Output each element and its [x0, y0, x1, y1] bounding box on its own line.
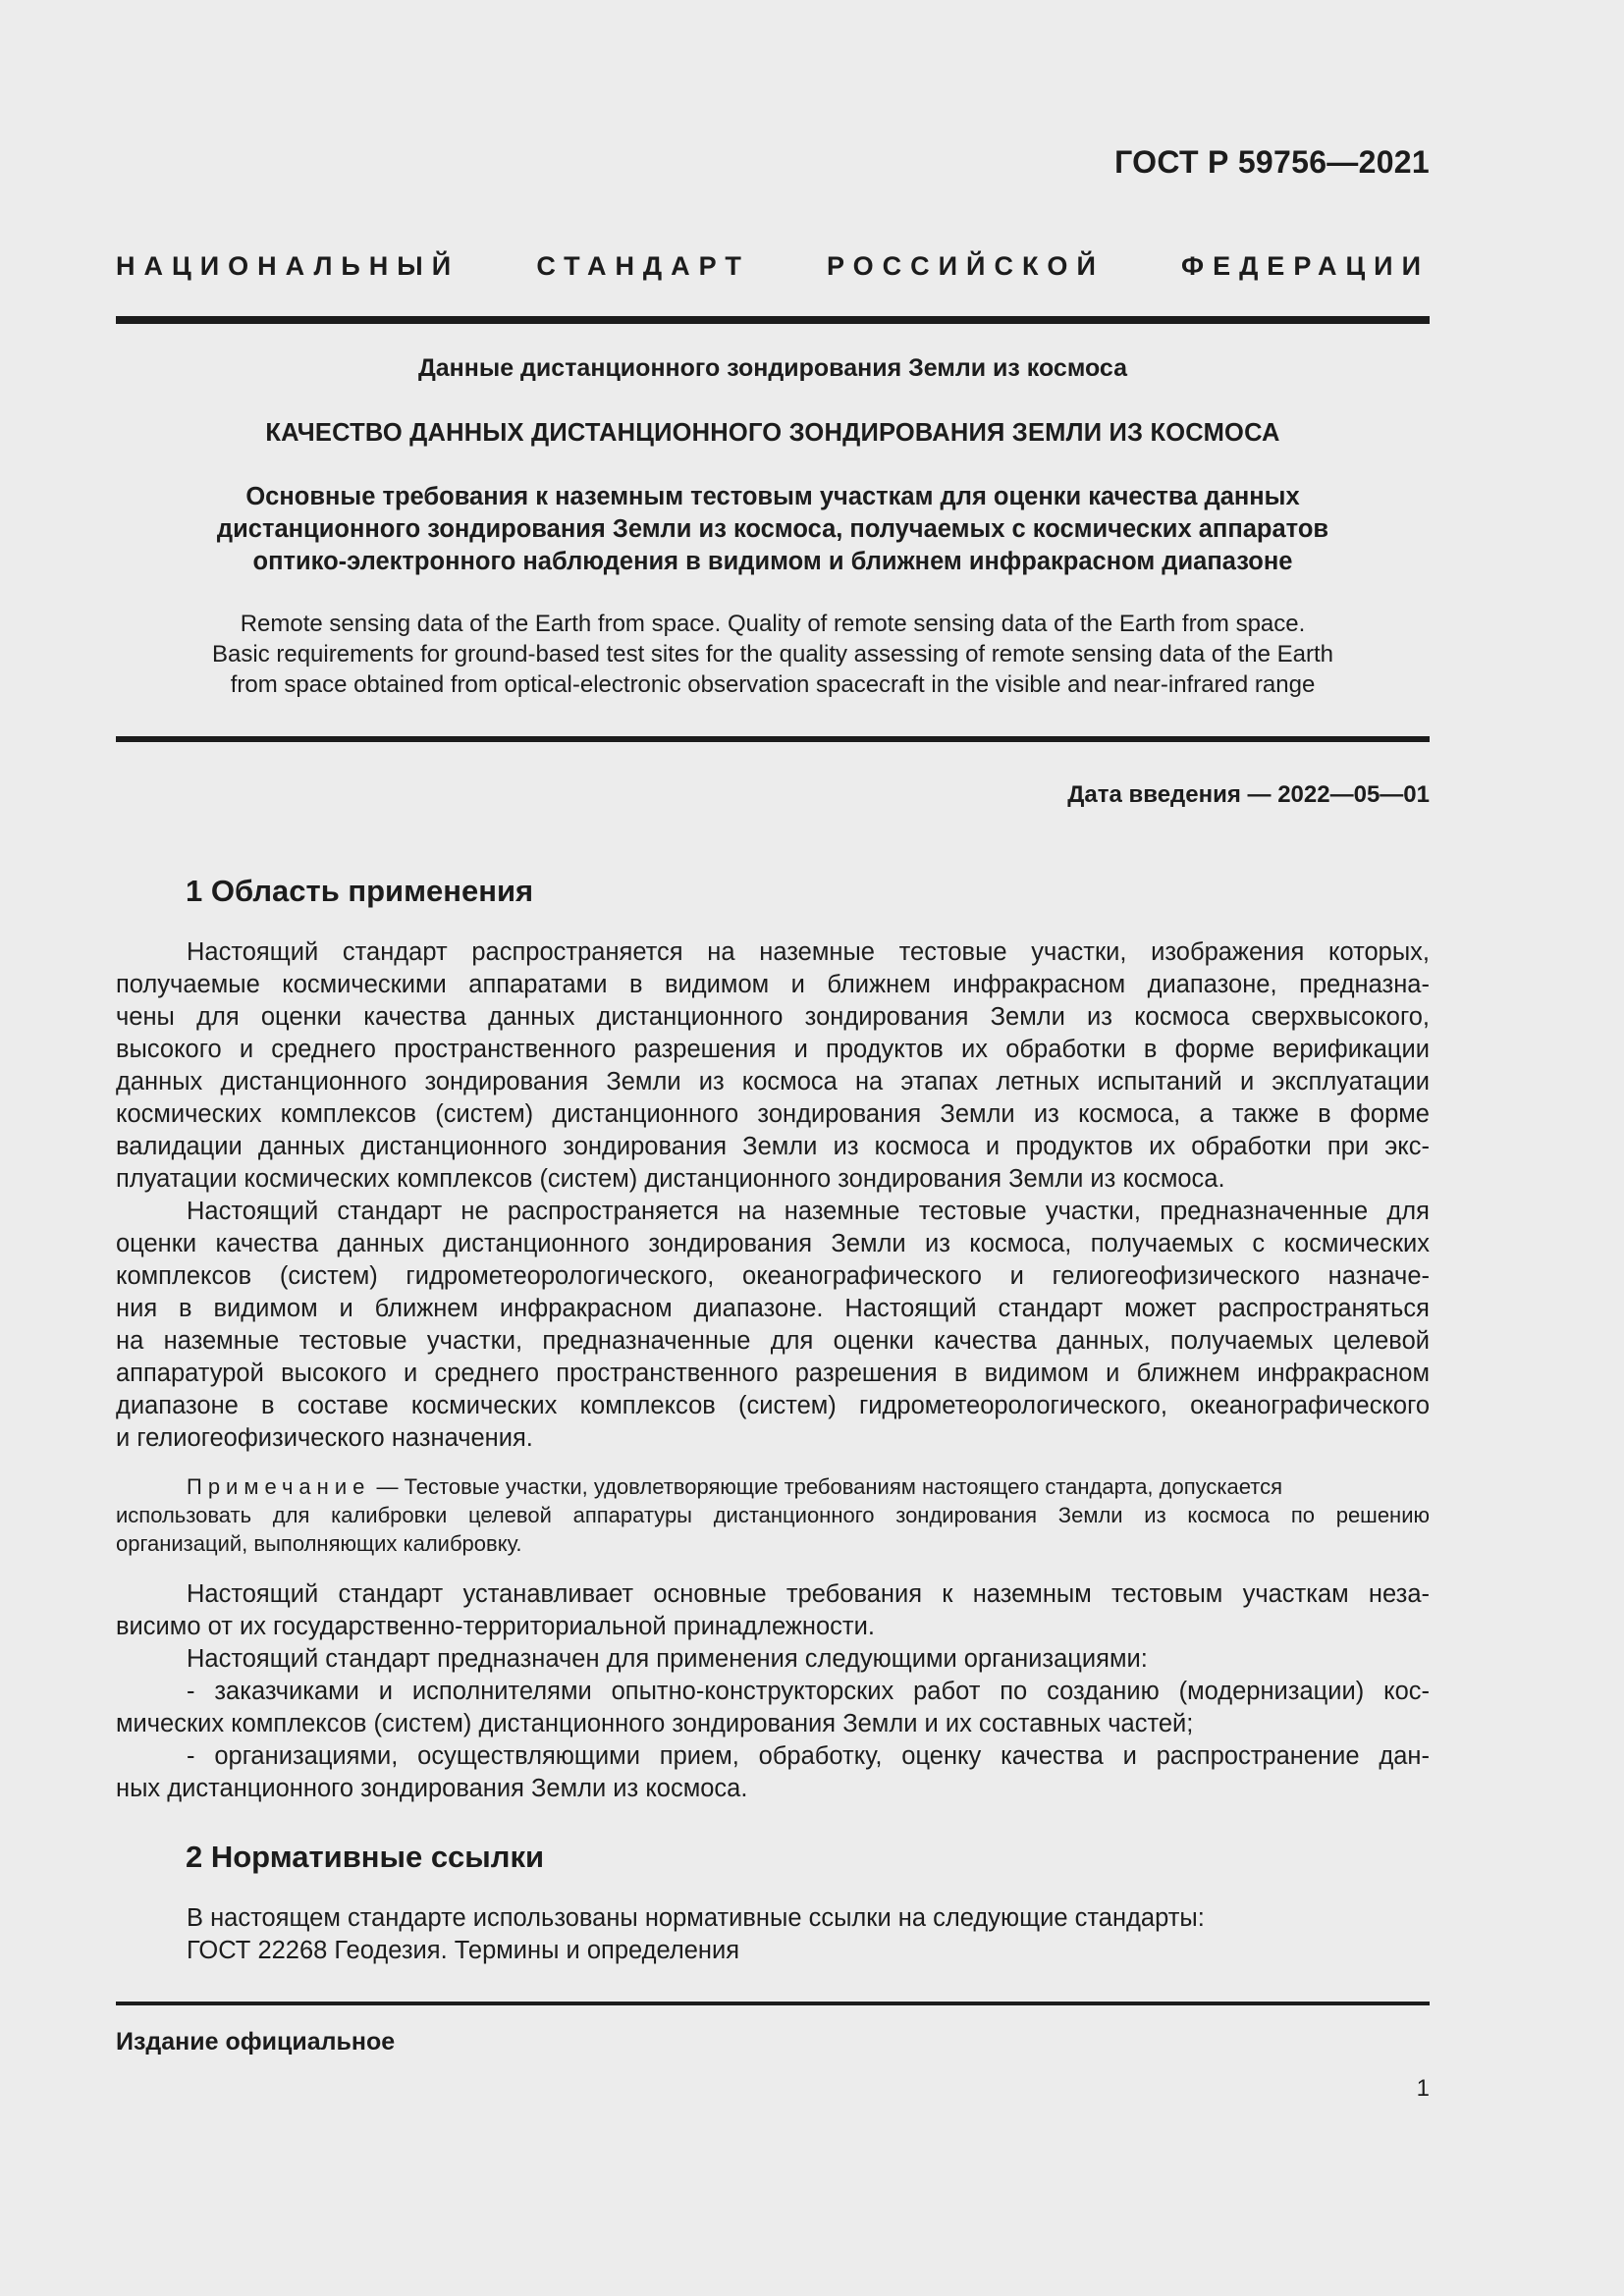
- paragraph-line: диапазоне в составе космических комплексов (систем) гидрометеорологического, океанографического: [116, 1392, 1430, 1419]
- document-page: [116, 0, 1430, 2296]
- paragraph-line: Настоящий стандарт устанавливает основные требования к наземным тестовым участкам неза-: [187, 1580, 1430, 1608]
- section-1-paragraph-3: [116, 1578, 1430, 1805]
- english-title-line: from space obtained from optical-electronic observation spacecraft in the visible and near-infrared range: [230, 671, 1316, 698]
- paragraph-line: Настоящий стандарт предназначен для применения следующими организациями:: [187, 1645, 1148, 1673]
- paragraph-line: В настоящем стандарте использованы нормативные ссылки на следующие стандарты:: [187, 1904, 1205, 1932]
- introduction-date: Дата введения — 2022—05—01: [1067, 781, 1430, 808]
- paragraph-line: высокого и среднего пространственного разрешения и продуктов их обработки в форме верификации: [116, 1036, 1430, 1063]
- paragraph-line: ния в видимом и ближнем инфракрасном диапазоне. Настоящий стандарт может распространяться: [116, 1295, 1430, 1322]
- english-title-line: Remote sensing data of the Earth from space. Quality of remote sensing data of the Earth from space.: [240, 611, 1306, 637]
- section-2-body: [116, 1902, 1430, 1967]
- paragraph-line: валидации данных дистанционного зондирования Земли из космоса и продуктов их обработки при экс-: [116, 1133, 1430, 1160]
- paragraph-line: оценки качества данных дистанционного зондирования Земли из космоса, получаемых с космических: [116, 1230, 1430, 1257]
- paragraph-line: Настоящий стандарт распространяется на наземные тестовые участки, изображения которых,: [187, 938, 1430, 966]
- standard-subtitle: [116, 481, 1430, 578]
- document-number: ГОСТ Р 59756—2021: [1114, 144, 1430, 180]
- paragraph-line: на наземные тестовые участки, предназначенные для оценки качества данных, получаемых целевой: [116, 1327, 1430, 1355]
- section-1-heading: 1 Область применения: [186, 874, 534, 908]
- paragraph-line: получаемые космическими аппаратами в видимом и ближнем инфракрасном диапазоне, предназна-: [116, 971, 1430, 998]
- paragraph-line: данных дистанционного зондирования Земли из космоса на этапах летных испытаний и эксплуатации: [116, 1068, 1430, 1095]
- english-title-line: Basic requirements for ground-based test sites for the quality assessing of remote sensing data of the Earth: [212, 641, 1333, 667]
- list-item-line: ных дистанционного зондирования Земли из космоса.: [116, 1775, 748, 1802]
- note-block: [116, 1472, 1430, 1558]
- subtitle-line: дистанционного зондирования Земли из космоса, получаемых с космических аппаратов: [216, 515, 1329, 543]
- note-line: организаций, выполняющих калибровку.: [116, 1531, 522, 1556]
- page-number: 1: [1416, 2075, 1430, 2102]
- list-item-line: - организациями, осуществляющими прием, обработку, оценку качества и распространение дан-: [187, 1742, 1430, 1770]
- title-block-divider: [116, 736, 1430, 742]
- note-first-line: [116, 1472, 1430, 1501]
- paragraph-line: комплексов (систем) гидрометеорологического, океанографического и гелиогеофизического назначе-: [116, 1262, 1430, 1290]
- paragraph-line: космических комплексов (систем) дистанционного зондирования Земли из космоса, а также в форме: [116, 1100, 1430, 1128]
- section-1-paragraph-2: [116, 1196, 1430, 1455]
- english-title: [116, 609, 1430, 700]
- paragraph-line: висимо от их государственно-территориальной принадлежности.: [116, 1613, 875, 1640]
- paragraph-line: Настоящий стандарт не распространяется на наземные тестовые участки, предназначенные для: [187, 1198, 1430, 1225]
- standard-type-heading: НАЦИОНАЛЬНЫЙ СТАНДАРТ РОССИЙСКОЙ ФЕДЕРАЦИИ: [116, 251, 1430, 281]
- paragraph-line: и гелиогеофизического назначения.: [116, 1424, 533, 1452]
- footer-divider: [116, 2002, 1430, 2005]
- subtitle-line: оптико-электронного наблюдения в видимом и ближнем инфракрасном диапазоне: [252, 548, 1293, 575]
- note-text: — Тестовые участки, удовлетворяющие требованиям настоящего стандарта, допускается: [370, 1474, 1282, 1499]
- note-line: использовать для калибровки целевой аппаратуры дистанционного зондирования Земли из космоса по решению: [116, 1503, 1430, 1527]
- normative-reference: ГОСТ 22268 Геодезия. Термины и определения: [187, 1937, 740, 1964]
- section-2-heading: 2 Нормативные ссылки: [186, 1840, 545, 1874]
- list-item-line: - заказчиками и исполнителями опытно-конструкторских работ по созданию (модернизации) кос-: [187, 1678, 1430, 1705]
- list-item-line: мических комплексов (систем) дистанционного зондирования Земли и их составных частей;: [116, 1710, 1194, 1737]
- paragraph-line: аппаратурой высокого и среднего пространственного разрешения в видимом и ближнем инфракрасном: [116, 1360, 1430, 1387]
- official-edition-label: Издание официальное: [116, 2028, 396, 2056]
- top-divider: [116, 316, 1430, 324]
- paragraph-line: чены для оценки качества данных дистанционного зондирования Земли из космоса сверхвысокого,: [116, 1003, 1430, 1031]
- paragraph-line: плуатации космических комплексов (систем) дистанционного зондирования Земли из космоса.: [116, 1165, 1225, 1193]
- standard-main-title: КАЧЕСТВО ДАННЫХ ДИСТАНЦИОННОГО ЗОНДИРОВАНИЯ ЗЕМЛИ ИЗ КОСМОСА: [265, 419, 1280, 447]
- standard-series: Данные дистанционного зондирования Земли из космоса: [417, 354, 1128, 382]
- section-1-paragraph-1: [116, 936, 1430, 1196]
- subtitle-line: Основные требования к наземным тестовым участкам для оценки качества данных: [245, 483, 1300, 510]
- note-label: Примечание: [187, 1474, 371, 1499]
